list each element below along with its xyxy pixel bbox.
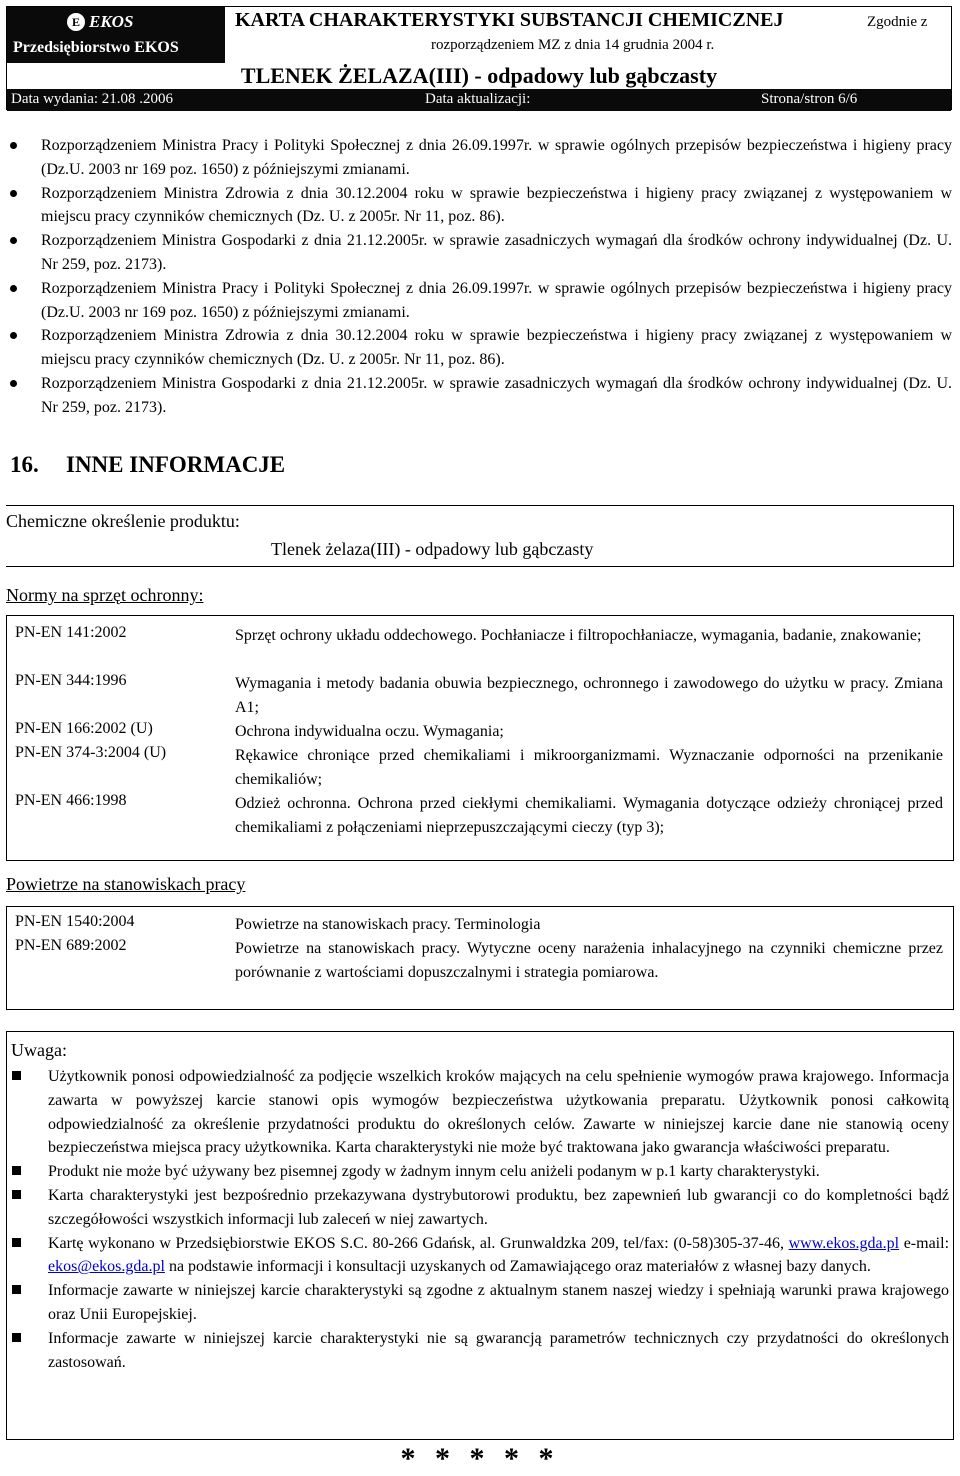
list-item: Użytkownik ponosi odpowiedzialność za podjęcie wszelkich kroków mających na celu spełnienie wymogów prawa krajowego. Informacja zawarta w powyższej karcie stanowi opis wymogów bezpieczeństwa użytkowania preparatu. Użytkownik ponosi całkowitą odpowiedzialność za określenie przydatności produktu do określonych celów. Zawarte w niniejszej karcie dane nie stanowią oceny bezpieczeństwa miejsca pracy użytkownika. Karta charakterystyki nie może być traktowana jako gwarancja właściwości preparatu. xyxy=(11,1065,949,1160)
website-link[interactable]: www.ekos.gda.pl xyxy=(788,1234,900,1252)
norms-heading: Normy na sprzęt ochronny: xyxy=(6,585,204,605)
air-heading: Powietrze na stanowiskach pracy xyxy=(6,874,246,894)
norm-code: PN-EN 141:2002 xyxy=(15,624,127,641)
contact-text-end: na podstawie informacji i konsultacji uzyskanych od Zamawiającego oraz materiałów z własnej bazy danych. xyxy=(168,1258,871,1276)
list-item-contact xyxy=(11,1232,949,1280)
section-title xyxy=(10,452,285,478)
norm-code: PN-EN 374-3:2004 (U) xyxy=(15,744,167,761)
company-name: Przedsiębiorstwo EKOS xyxy=(13,39,179,56)
contact-text: Kartę wykonano w Przedsiębiorstwie EKOS S.C. 80-266 Gdańsk, al. Grunwaldzka 209, tel/fax: (0-58)305-37-46, xyxy=(48,1234,784,1252)
issue-date: Data wydania: 21.08 .2006 xyxy=(11,91,174,107)
norm-code: PN-EN 689:2002 xyxy=(15,937,127,954)
chemical-label: Chemiczne określenie produktu: xyxy=(6,511,240,531)
logo-text: EKOS xyxy=(89,12,134,31)
list-item: Produkt nie może być używany bez pisemnej zgody w żadnym innym celu aniżeli podanym w p.1 karty charakterystyki. xyxy=(11,1160,949,1184)
ekos-logo xyxy=(67,12,153,34)
list-item: Informacje zawarte w niniejszej karcie charakterystyki nie są gwarancją parametrów technicznych czy przydatności do określonych zastosowań. xyxy=(11,1327,949,1375)
list-item: Rozporządzeniem Ministra Gospodarki z dnia 21.12.2005r. w sprawie zasadniczych wymagań dla środków ochrony indywidualnej (Dz. U. Nr 259, poz. 2173). xyxy=(8,372,952,420)
company-block xyxy=(7,7,225,63)
norm-description: Powietrze na stanowiskach pracy. Terminologia xyxy=(235,916,541,933)
email-label: e-mail: xyxy=(903,1234,950,1252)
list-item: Rozporządzeniem Ministra Pracy i Polityki Społecznej z dnia 26.09.1997r. w sprawie ogólnych przepisów bezpieczeństwa i higieny pracy (Dz.U. 2003 nr 169 poz. 1650) z późniejszymi zmianami. xyxy=(8,134,952,182)
norms-table xyxy=(6,615,954,861)
product-name: TLENEK ŻELAZA(III) - odpadowy lub gąbczasty xyxy=(240,63,718,88)
norm-description: Powietrze na stanowiskach pracy. Wytyczne oceny narażenia inhalacyjnego na czynniki chemiczne przez porównanie z wartościami dopuszczalnymi i strategia pomiarowa. xyxy=(235,940,943,981)
norm-description: Rękawice chroniące przed chemikaliami i mikroorganizmami. Wyznaczanie odporności na przenikanie chemikaliów; xyxy=(235,747,943,788)
notice-title: Uwaga: xyxy=(11,1040,67,1060)
norm-description: Odzież ochronna. Ochrona przed ciekłymi chemikaliami. Wymagania dotyczące odzieży chroniącej przed chemikaliami z połączeniami nieprzepuszczającymi cieczy (typ 3); xyxy=(235,795,943,836)
update-date: Data aktualizacji: xyxy=(425,91,531,107)
notice-list xyxy=(11,1065,949,1374)
norm-code: PN-EN 1540:2004 xyxy=(15,913,135,930)
email-link[interactable]: ekos@ekos.gda.pl xyxy=(48,1258,165,1276)
norm-description: Wymagania i metody badania obuwia bezpiecznego, ochronnego i zawodowego do użytku w pracy. Zmiana A1; xyxy=(235,675,943,716)
notice-box xyxy=(6,1031,954,1440)
norm-code: PN-EN 344:1996 xyxy=(15,672,127,689)
document-header xyxy=(6,6,952,110)
chemical-value: Tlenek żelaza(III) - odpadowy lub gąbczasty xyxy=(271,539,594,559)
list-item: Rozporządzeniem Ministra Zdrowia z dnia 30.12.2004 roku w sprawie bezpieczeństwa i higieny pracy związanej z występowaniem w miejscu pracy czynników chemicznych (Dz. U. z 2005r. Nr 11, poz. 86). xyxy=(8,324,952,372)
regulation-list xyxy=(8,134,952,420)
list-item: Rozporządzeniem Ministra Zdrowia z dnia 30.12.2004 roku w sprawie bezpieczeństwa i higieny pracy związanej z występowaniem w miejscu pracy czynników chemicznych (Dz. U. z 2005r. Nr 11, poz. 86). xyxy=(8,182,952,230)
page-number: Strona/stron 6/6 xyxy=(761,91,858,107)
list-item: Rozporządzeniem Ministra Pracy i Polityki Społecznej z dnia 26.09.1997r. w sprawie ogólnych przepisów bezpieczeństwa i higieny pracy (Dz.U. 2003 nr 169 poz. 1650) z późniejszymi zmianami. xyxy=(8,277,952,325)
list-item: Informacje zawarte w niniejszej karcie charakterystyki są zgodne z aktualnym stanem naszej wiedzy i spełniają warunki prawa krajowego oraz Unii Europejskiej. xyxy=(11,1279,949,1327)
logo-mark-icon: E xyxy=(67,13,85,31)
norm-description: Sprzęt ochrony układu oddechowego. Pochłaniacze i filtropochłaniacze, wymagania, badanie, znakowanie; xyxy=(235,627,922,644)
list-item: Rozporządzeniem Ministra Gospodarki z dnia 21.12.2005r. w sprawie zasadniczych wymagań dla środków ochrony indywidualnej (Dz. U. Nr 259, poz. 2173). xyxy=(8,229,952,277)
document-title: KARTA CHARAKTERYSTYKI SUBSTANCJI CHEMICZNEJ xyxy=(235,9,784,31)
norm-description: Ochrona indywidualna oczu. Wymagania; xyxy=(235,723,504,740)
norm-code: PN-EN 166:2002 (U) xyxy=(15,720,153,737)
chemical-identity-box xyxy=(6,505,954,567)
end-of-document-stars: * * * * * xyxy=(400,1442,560,1475)
date-bar xyxy=(7,89,951,111)
compliance-label: Zgodnie z xyxy=(867,14,928,30)
section-number: 16. xyxy=(10,452,39,477)
air-norms-table xyxy=(6,906,954,1010)
norm-code: PN-EN 466:1998 xyxy=(15,792,127,809)
list-item: Karta charakterystyki jest bezpośrednio przekazywana dystrybutorowi produktu, bez zapewnień lub gwarancji co do kompletności bądź szczegółowości wszystkich informacji lub zaleceń w niej zawartych. xyxy=(11,1184,949,1232)
section-heading: INNE INFORMACJE xyxy=(66,452,286,477)
regulation-reference: rozporządzeniem MZ z dnia 14 grudnia 2004 r. xyxy=(431,37,715,53)
